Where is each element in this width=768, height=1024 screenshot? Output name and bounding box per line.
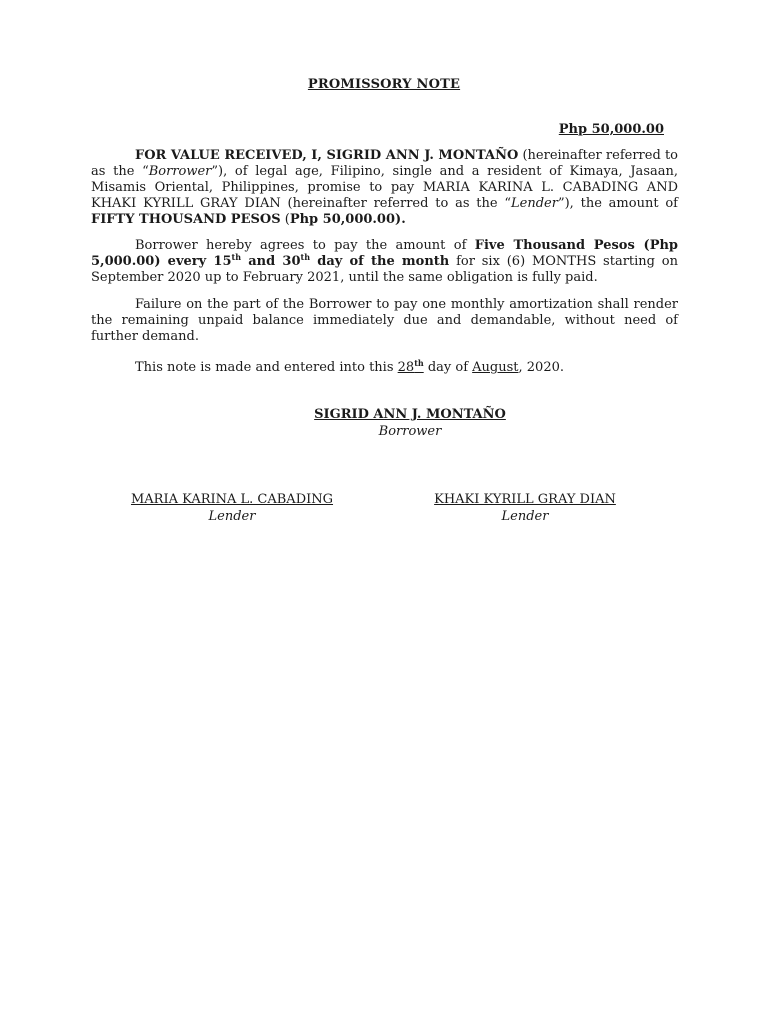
lender2-name: KHAKI KYRILL GRAY DIAN <box>434 492 616 507</box>
execution-day-suffix: th <box>414 358 424 368</box>
execution-day <box>398 360 424 375</box>
p1-text-3: ”), the amount of <box>557 196 678 211</box>
p2-text-2: for six (6) MONTHS starting on September 2020 up to February 2021, until the same obligation is fully paid. <box>91 254 678 285</box>
paragraph-value-received <box>91 148 678 228</box>
value-received-lead: FOR VALUE RECEIVED, I, SIGRID ANN J. MONTAÑO <box>135 148 519 163</box>
p1-text-5: . <box>401 212 406 227</box>
lender2-role: Lender <box>501 509 549 524</box>
p2-sup-2: th <box>300 252 311 262</box>
paragraph-payment-terms <box>91 238 678 286</box>
p1-text-2: ”), of legal age, Filipino, single and a resident of Kimaya, Jasaan, Misamis Oriental, Philippines, promise to pay MARIA KARINA L. CABADING AND KHAKI KYRILL GRAY DIAN (hereinafter referred to as the “ <box>91 164 678 211</box>
amount-in-words: FIFTY THOUSAND PESOS <box>91 212 281 227</box>
lender1-signature-block <box>112 492 352 524</box>
paragraph-execution-date <box>91 360 678 376</box>
p2-bold-3: day of the month <box>310 254 450 269</box>
execution-day-number: 28 <box>397 360 415 375</box>
p4-text-1: This note is made and entered into this <box>135 360 398 375</box>
p2-bold-1: Five Thousand Pesos (Php 5,000.00) every 15 <box>91 238 679 269</box>
borrower-name: SIGRID ANN J. MONTAÑO <box>314 407 506 422</box>
borrower-role: Borrower <box>378 424 442 439</box>
paragraph-default-clause: Failure on the part of the Borrower to pay one monthly amortization shall render the remaining unpaid balance immediately due and demandable, without need of further demand. <box>91 297 678 344</box>
p2-text-1: Borrower hereby agrees to pay the amount of <box>135 238 475 253</box>
p2-sup-1: th <box>231 252 242 262</box>
execution-month: August <box>472 360 519 375</box>
lender1-name: MARIA KARINA L. CABADING <box>130 492 334 507</box>
lender1-role: Lender <box>208 509 256 524</box>
p2-bold-2: and 30 <box>241 254 301 269</box>
amount-in-numbers: Php 50,000.00) <box>289 212 402 227</box>
borrower-signature-block <box>300 407 520 439</box>
p4-text-2: day of <box>423 360 473 375</box>
lender2-signature-block <box>410 492 640 524</box>
p1-text-4: ( <box>280 212 290 227</box>
lender-term: Lender <box>511 196 558 211</box>
p1-text-1: (hereinafter referred to as the “ <box>91 148 679 179</box>
borrower-term: Borrower <box>148 164 212 179</box>
amount-header: Php 50,000.00 <box>558 122 664 137</box>
p4-text-3: , 2020. <box>518 360 564 375</box>
document-title: PROMISSORY NOTE <box>307 77 461 92</box>
